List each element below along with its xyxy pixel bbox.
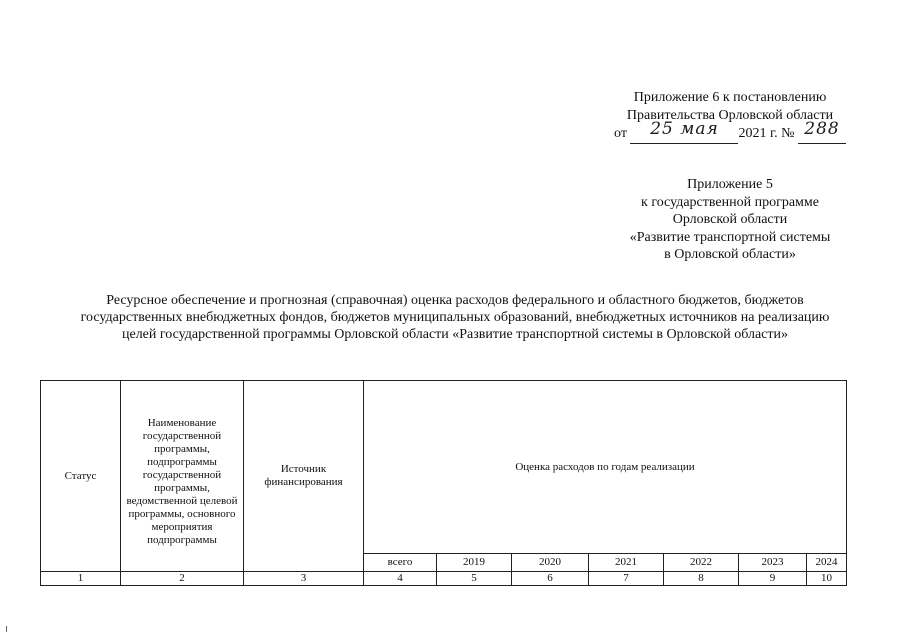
annex-6-line-1: Приложение 6 к постановлению xyxy=(633,90,827,105)
column-number: 2 xyxy=(121,572,244,586)
column-number: 10 xyxy=(807,572,847,586)
year-cell-total: всего xyxy=(364,554,437,572)
annex-5-line-5: в Орловской области» xyxy=(664,247,796,262)
order-date-prefix: от xyxy=(614,126,627,141)
scan-speck xyxy=(6,626,7,632)
annex-6-header xyxy=(580,89,880,144)
annex-5-line-2: к государственной программе xyxy=(641,194,819,210)
year-cell-2024: 2024 xyxy=(807,554,847,572)
document-title-line-3: целей государственной программы Орловской области «Развитие транспортной системы в Орловской области» xyxy=(121,327,789,342)
order-reference-line xyxy=(580,119,880,144)
column-number: 8 xyxy=(664,572,739,586)
order-date-handwritten: 25 мая xyxy=(650,119,719,139)
document-title xyxy=(40,292,870,343)
column-number: 7 xyxy=(589,572,664,586)
year-cell-2023: 2023 xyxy=(739,554,807,572)
column-number: 3 xyxy=(244,572,364,586)
column-number: 1 xyxy=(41,572,121,586)
annex-5-header xyxy=(580,176,880,264)
year-cell-2021: 2021 xyxy=(589,554,664,572)
year-cell-2022: 2022 xyxy=(664,554,739,572)
header-name xyxy=(121,381,244,572)
order-year-text: 2021 г. № xyxy=(738,126,795,141)
annex-5-line-4: «Развитие транспортной системы xyxy=(629,229,831,245)
year-cell-2020: 2020 xyxy=(512,554,589,572)
annex-6-line-2: Правительства Орловской области xyxy=(626,107,834,123)
document-title-line-2: государственных внебюджетных фондов, бюджетов муниципальных образований, внебюджетных источников на реализацию xyxy=(80,310,830,325)
annex-5-line-1: Приложение 5 xyxy=(687,177,773,192)
header-source: Источник финансирования xyxy=(244,381,364,572)
year-cell-2019: 2019 xyxy=(437,554,512,572)
table-column-numbers-row xyxy=(41,572,847,586)
header-name-text: Наименование государственной программы, подпрограммы государственной программы, ведомственной целевой программы, основного мероприятия подпрограммы xyxy=(126,417,238,546)
column-number: 4 xyxy=(364,572,437,586)
column-number: 6 xyxy=(512,572,589,586)
document-title-line-1: Ресурсное обеспечение и прогнозная (справочная) оценка расходов федерального и областного бюджетов, бюджетов xyxy=(106,293,804,308)
order-number-handwritten: 288 xyxy=(804,119,840,139)
table-header-row xyxy=(41,381,847,554)
order-number-field xyxy=(798,119,846,144)
header-estimate: Оценка расходов по годам реализации xyxy=(364,381,847,554)
order-date-field xyxy=(630,119,738,144)
header-status: Статус xyxy=(41,381,121,572)
expenses-table xyxy=(40,380,847,586)
column-number: 5 xyxy=(437,572,512,586)
column-number: 9 xyxy=(739,572,807,586)
annex-5-line-3: Орловской области xyxy=(672,212,788,227)
